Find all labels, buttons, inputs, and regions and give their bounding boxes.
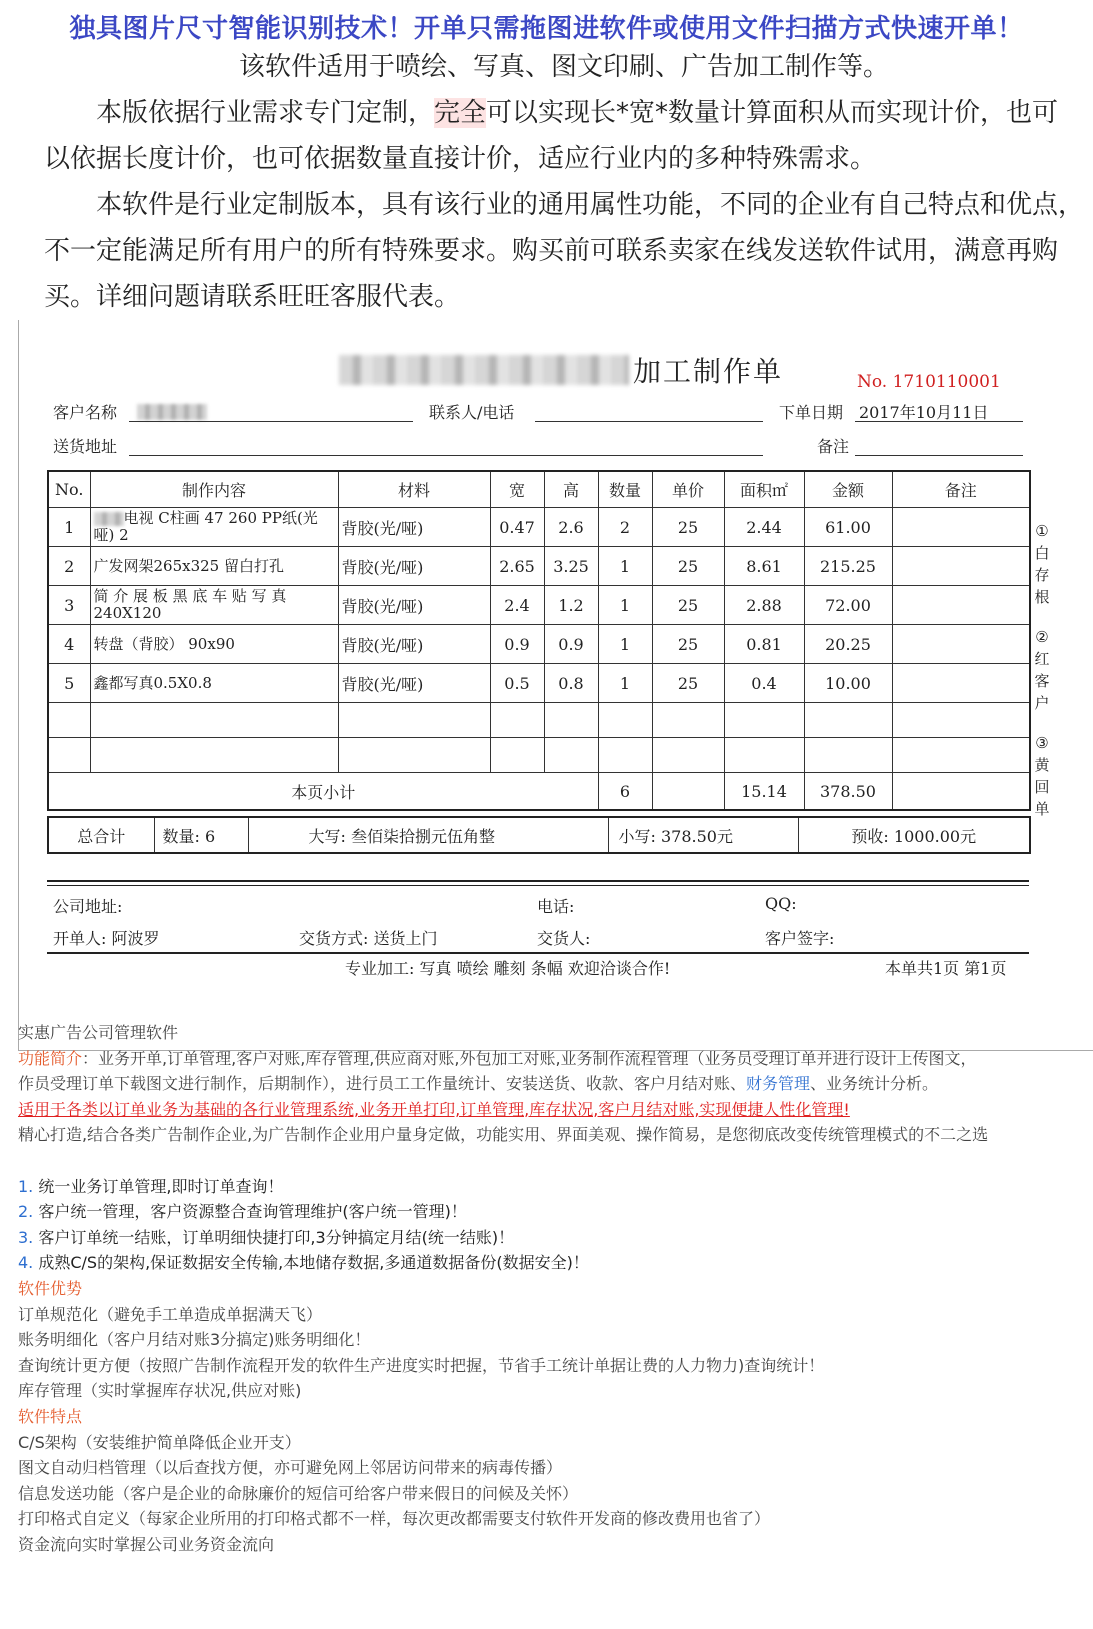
cell-area: 2.44 bbox=[724, 508, 804, 547]
side-note-1 bbox=[1032, 520, 1052, 608]
features-label: 软件特点 bbox=[18, 1406, 83, 1426]
cell-material: 背胶(光/哑) bbox=[338, 664, 490, 703]
company-qq: QQ: bbox=[765, 894, 797, 913]
crafted-text: 精心打造,结合各类广告制作企业,为广告制作企业用户量身定做，功能实用、界面美观、操作简易，是您彻底改变传统管理模式的不二之选 bbox=[18, 1125, 989, 1145]
remark-label: 备注 bbox=[817, 437, 850, 456]
cell-material: 背胶(光/哑) bbox=[338, 547, 490, 586]
headline: 独具图片尺寸智能识别技术！开单只需拖图进软件或使用文件扫描方式快速开单！ bbox=[69, 14, 1024, 44]
feature-item: 信息发送功能（客户是企业的命脉廉价的短信可给客户带来假日的问候及关怀） bbox=[18, 1483, 579, 1503]
side-note-char: 户 bbox=[1034, 694, 1050, 712]
form-title bbox=[339, 350, 783, 390]
cell-width: 0.9 bbox=[490, 625, 544, 664]
list-num: 2. bbox=[18, 1202, 34, 1222]
order-form bbox=[18, 320, 1093, 1051]
advantage-item: 库存管理（实时掌握库存状况,供应对账) bbox=[18, 1381, 302, 1401]
function-intro-line-1 bbox=[18, 1046, 1093, 1072]
side-note-char: 客 bbox=[1034, 672, 1050, 690]
side-note-mark: ③ bbox=[1035, 734, 1049, 752]
cell-remark bbox=[892, 547, 1030, 586]
list-text: 统一业务订单管理,即时订单查询！ bbox=[33, 1176, 284, 1196]
cell-content: 简 介 展 板 黑 底 车 贴 写 真 240X120 bbox=[90, 586, 338, 625]
cell-amount: 215.25 bbox=[804, 547, 892, 586]
table-row bbox=[48, 664, 1030, 703]
deliverer: 交货人: bbox=[537, 929, 591, 948]
list-text: 成熟C/S的架构,保证数据安全传输,本地储存数据,多通道数据备份(数据安全)！ bbox=[33, 1253, 589, 1273]
cell-price: 25 bbox=[652, 586, 724, 625]
list-num: 3. bbox=[18, 1227, 34, 1247]
cell-amount: 20.25 bbox=[804, 625, 892, 664]
cell-qty: 1 bbox=[598, 547, 652, 586]
cell-width: 0.5 bbox=[490, 664, 544, 703]
intro-line-1: 该软件适用于喷绘、写真、图文印刷、广告加工制作等。 bbox=[238, 52, 889, 82]
slogan: 专业加工: 写真 喷绘 雕刻 条幅 欢迎洽谈合作! bbox=[345, 959, 671, 978]
cell-empty bbox=[338, 703, 490, 738]
side-note-char: 回 bbox=[1034, 778, 1050, 796]
cell-content: 转盘（背胶） 90x90 bbox=[90, 625, 338, 664]
cell-no: 4 bbox=[48, 625, 90, 664]
cell-empty bbox=[598, 738, 652, 773]
cell-area: 0.81 bbox=[724, 625, 804, 664]
intro-paragraph-2 bbox=[44, 90, 1084, 182]
list-text: 客户订单统一结账，订单明细快捷打印,3分钟搞定月结(统一结账)！ bbox=[33, 1227, 515, 1247]
cell-empty bbox=[90, 703, 338, 738]
address-line bbox=[129, 455, 763, 456]
cell-price: 25 bbox=[652, 664, 724, 703]
customer-label: 客户名称 bbox=[53, 403, 118, 422]
cell-empty bbox=[724, 703, 804, 738]
cell-content: 鑫都写真0.5X0.8 bbox=[90, 664, 338, 703]
applicable-link[interactable]: 适用于各类以订单业务为基础的各行业管理系统,业务开单打印,订单管理,库存状况,客户月结对账,实现便捷人性化管理! bbox=[18, 1099, 850, 1119]
side-note-char: 白 bbox=[1034, 544, 1050, 562]
cell-remark bbox=[892, 586, 1030, 625]
cell-width: 2.65 bbox=[490, 547, 544, 586]
feature-item: 资金流向实时掌握公司业务资金流向 bbox=[18, 1534, 275, 1554]
side-note-2 bbox=[1032, 626, 1052, 714]
cell-material: 背胶(光/哑) bbox=[338, 508, 490, 547]
software-description bbox=[18, 1020, 1093, 1557]
cell-empty bbox=[892, 773, 1030, 811]
list-item bbox=[18, 1199, 1093, 1225]
cell-height: 1.2 bbox=[544, 586, 598, 625]
total-upper: 大写: 叁佰柒拾捌元伍角整 bbox=[248, 817, 608, 853]
side-note-char: 根 bbox=[1034, 588, 1050, 606]
cell-height: 0.9 bbox=[544, 625, 598, 664]
cell-empty bbox=[338, 738, 490, 773]
page-count: 本单共1页 第1页 bbox=[885, 959, 1007, 978]
cell-qty: 1 bbox=[598, 664, 652, 703]
side-note-char: 单 bbox=[1034, 800, 1050, 818]
intro-p2-a: 本版依据行业需求专门定制， bbox=[96, 98, 435, 128]
header-area: 面积㎡ bbox=[724, 471, 804, 508]
cell-empty bbox=[90, 738, 338, 773]
blurred-customer-name bbox=[137, 404, 207, 420]
cell-empty bbox=[804, 738, 892, 773]
cell-empty bbox=[490, 703, 544, 738]
cell-remark bbox=[892, 664, 1030, 703]
header-material: 材料 bbox=[338, 471, 490, 508]
advantage-item: 账务明细化（客户月结对账3分搞定)账务明细化！ bbox=[18, 1330, 371, 1350]
finance-link[interactable]: 财务管理 bbox=[746, 1074, 811, 1094]
spacer bbox=[18, 1148, 1093, 1174]
function-intro-line-2 bbox=[18, 1071, 1093, 1097]
cell-content-text: 电视 C柱画 47 260 PP纸(光哑) 2 bbox=[93, 509, 318, 544]
cell-no: 1 bbox=[48, 508, 90, 547]
delivery-method: 交货方式: 送货上门 bbox=[299, 929, 438, 948]
cell-material: 背胶(光/哑) bbox=[338, 586, 490, 625]
table-row bbox=[48, 508, 1030, 547]
footer-rule-bottom bbox=[47, 952, 1029, 954]
cell-empty bbox=[544, 738, 598, 773]
total-lower: 小写: 378.50元 bbox=[608, 817, 798, 853]
date-value: 2017年10月11日 bbox=[859, 403, 989, 422]
cell-empty bbox=[598, 703, 652, 738]
cell-empty bbox=[544, 703, 598, 738]
advantage-item: 查询统计更方便（按照广告制作流程开发的软件生产进度实时把握，节省手工统计单据让费的人力物力)查询统计！ bbox=[18, 1355, 825, 1375]
list-text: 客户统一管理，客户资源整合查询管理维护(客户统一管理)！ bbox=[33, 1202, 467, 1222]
cell-empty bbox=[48, 703, 90, 738]
cell-content bbox=[90, 508, 338, 547]
list-item bbox=[18, 1174, 1093, 1200]
table-row bbox=[48, 586, 1030, 625]
total-table bbox=[47, 816, 1031, 854]
cell-height: 0.8 bbox=[544, 664, 598, 703]
function-text-c: 、业务统计分析。 bbox=[810, 1074, 939, 1094]
function-text-a: ：业务开单,订单管理,客户对账,库存管理,供应商对账,外包加工对账,业务制作流程管理（业务员受理订单并进行设计上传图文， bbox=[82, 1048, 977, 1068]
table-header bbox=[48, 471, 1030, 508]
header-width: 宽 bbox=[490, 471, 544, 508]
feature-item: 图文自动归档管理（以后查找方便，亦可避免网上邻居访问带来的病毒传播） bbox=[18, 1458, 563, 1478]
subtotal-qty: 6 bbox=[598, 773, 652, 811]
total-label: 总合计 bbox=[48, 817, 154, 853]
footer-rule-top-thin bbox=[47, 885, 1029, 886]
cell-price: 25 bbox=[652, 508, 724, 547]
cell-empty bbox=[652, 738, 724, 773]
cell-price: 25 bbox=[652, 547, 724, 586]
header-no: No. bbox=[48, 471, 90, 508]
cell-height: 2.6 bbox=[544, 508, 598, 547]
footer-rule-top bbox=[47, 880, 1029, 882]
cell-width: 0.47 bbox=[490, 508, 544, 547]
header-price: 单价 bbox=[652, 471, 724, 508]
function-text-b: 作员受理订单下载图文进行制作，后期制作），进行员工工作量统计、安装送货、收款、客户月结对账、 bbox=[18, 1074, 747, 1094]
table-row bbox=[48, 547, 1030, 586]
order-number: No. 1710110001 bbox=[857, 372, 1001, 392]
cell-height: 3.25 bbox=[544, 547, 598, 586]
cell-content: 广发网架265x325 留白打孔 bbox=[90, 547, 338, 586]
cell-empty bbox=[892, 703, 1030, 738]
intro-p2-highlight: 完全 bbox=[434, 98, 487, 128]
intro-text bbox=[44, 44, 1084, 320]
contact-line bbox=[535, 421, 763, 422]
subtotal-row bbox=[48, 773, 1030, 811]
feature-item: 打印格式自定义（每家企业所用的打印格式都不一样，每次更改都需要支付软件开发商的修改费用也省了） bbox=[18, 1509, 771, 1529]
cell-area: 0.4 bbox=[724, 664, 804, 703]
side-note-mark: ② bbox=[1035, 628, 1049, 646]
software-name: 实惠广告公司管理软件 bbox=[18, 1023, 179, 1042]
date-label: 下单日期 bbox=[779, 403, 844, 422]
cell-no: 5 bbox=[48, 664, 90, 703]
feature-item: C/S架构（安装维护简单降低企业开支） bbox=[18, 1432, 301, 1452]
subtotal-area: 15.14 bbox=[724, 773, 804, 811]
cell-remark bbox=[892, 625, 1030, 664]
table-row-empty bbox=[48, 703, 1030, 738]
cell-qty: 1 bbox=[598, 586, 652, 625]
side-note-3 bbox=[1032, 732, 1052, 820]
cell-amount: 10.00 bbox=[804, 664, 892, 703]
table-row-empty bbox=[48, 738, 1030, 773]
table-row bbox=[48, 625, 1030, 664]
address-label: 送货地址 bbox=[53, 437, 118, 456]
cell-empty bbox=[724, 738, 804, 773]
cell-width: 2.4 bbox=[490, 586, 544, 625]
cell-area: 8.61 bbox=[724, 547, 804, 586]
advantages-label: 软件优势 bbox=[18, 1278, 83, 1298]
list-item bbox=[18, 1250, 1093, 1276]
cell-material: 背胶(光/哑) bbox=[338, 625, 490, 664]
cell-empty bbox=[48, 738, 90, 773]
intro-paragraph-3: 本软件是行业定制版本，具有该行业的通用属性功能，不同的企业有自己特点和优点，不一定能满足所有用户的所有特殊要求。购买前可联系卖家在线发送软件试用，满意再购买。详细问题请联系旺旺客服代表。 bbox=[44, 190, 1085, 312]
function-label: 功能简介 bbox=[18, 1048, 83, 1068]
prepaid: 预收: 1000.00元 bbox=[798, 817, 1030, 853]
subtotal-amount: 378.50 bbox=[804, 773, 892, 811]
cell-remark bbox=[892, 508, 1030, 547]
cell-area: 2.88 bbox=[724, 586, 804, 625]
list-num: 4. bbox=[18, 1253, 34, 1273]
cell-amount: 72.00 bbox=[804, 586, 892, 625]
header-remark: 备注 bbox=[892, 471, 1030, 508]
header-content: 制作内容 bbox=[90, 471, 338, 508]
header-height: 高 bbox=[544, 471, 598, 508]
intro-p2-b: 可以实现长*宽*数量计算面积从而实现计价，也可以依据长度计价，也可依据数量直接计价，适应行业内的多种特殊需求。 bbox=[44, 98, 1059, 174]
list-num: 1. bbox=[18, 1176, 34, 1196]
cell-price: 25 bbox=[652, 625, 724, 664]
form-title-text: 加工制作单 bbox=[633, 355, 784, 388]
side-note-char: 红 bbox=[1034, 650, 1050, 668]
remark-line bbox=[855, 455, 1023, 456]
cell-empty bbox=[652, 703, 724, 738]
cell-empty bbox=[892, 738, 1030, 773]
total-qty: 数量: 6 bbox=[154, 817, 248, 853]
blurred-company-name bbox=[339, 355, 629, 385]
cell-qty: 2 bbox=[598, 508, 652, 547]
header-qty: 数量 bbox=[598, 471, 652, 508]
side-note-char: 黄 bbox=[1034, 756, 1050, 774]
issuer: 开单人: 阿波罗 bbox=[53, 929, 160, 948]
side-note-char: 存 bbox=[1034, 566, 1050, 584]
total-row bbox=[48, 817, 1030, 853]
items-table bbox=[47, 470, 1031, 811]
customer-line bbox=[129, 421, 413, 422]
list-item bbox=[18, 1225, 1093, 1251]
contact-label: 联系人/电话 bbox=[429, 403, 515, 422]
advantage-item: 订单规范化（避免手工单造成单据满天飞） bbox=[18, 1304, 323, 1324]
company-phone: 电话: bbox=[537, 897, 575, 916]
header-amount: 金额 bbox=[804, 471, 892, 508]
date-line bbox=[855, 421, 1023, 422]
side-note-mark: ① bbox=[1035, 522, 1049, 540]
cell-empty bbox=[490, 738, 544, 773]
cell-amount: 61.00 bbox=[804, 508, 892, 547]
cell-empty bbox=[652, 773, 724, 811]
customer-signature: 客户签字: bbox=[765, 929, 835, 948]
subtotal-label: 本页小计 bbox=[48, 773, 598, 811]
cell-no: 3 bbox=[48, 586, 90, 625]
cell-empty bbox=[804, 703, 892, 738]
blurred-text bbox=[94, 512, 124, 526]
company-address: 公司地址: bbox=[53, 897, 123, 916]
cell-no: 2 bbox=[48, 547, 90, 586]
cell-qty: 1 bbox=[598, 625, 652, 664]
